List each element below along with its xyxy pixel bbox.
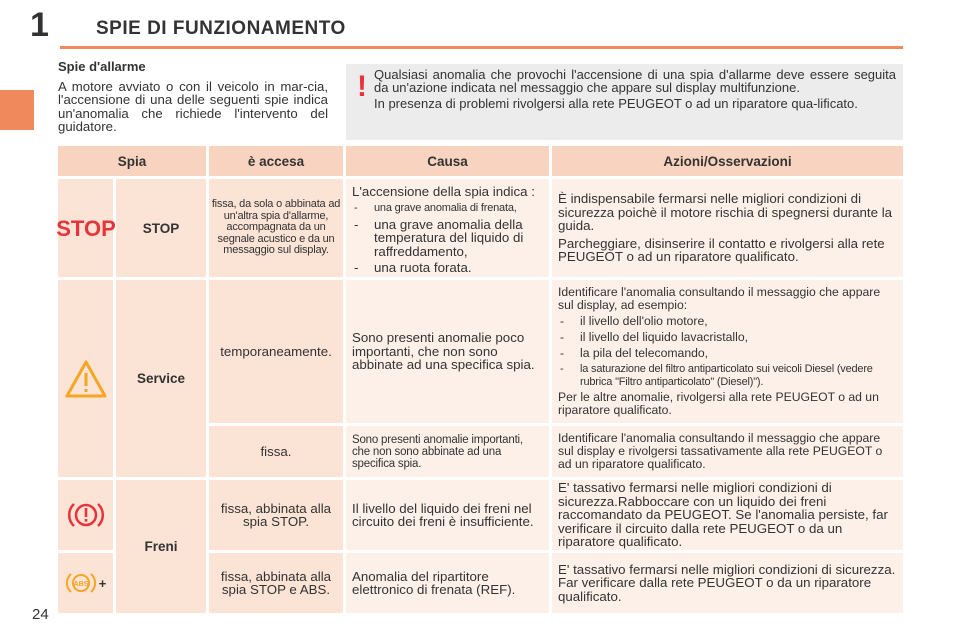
warning-text-2: In presenza di problemi rivolgersi alla rete PEUGEOT o ad un riparatore qua-lificato. [374, 96, 858, 112]
freni-accesa-1: fissa, abbinata alla spia STOP. [209, 480, 343, 550]
chapter-title: SPIE DI FUNZIONAMENTO [96, 18, 346, 39]
stop-icon [55, 216, 116, 241]
service-accesa-1: temporaneamente. [209, 280, 343, 423]
freni-azioni-2: E' tassativo fermarsi nelle migliori condizioni di sicurezza. Far verificare dalla rete PEUGEOT o da un riparatore qualificato. [552, 553, 903, 613]
stop-causa-intro: L'accensione della spia indica : [352, 184, 535, 199]
list-item: - il livello dell'olio motore, [558, 315, 897, 328]
list-item: - una grave anomalia di frenata, [352, 202, 543, 215]
list-item: - la saturazione del filtro antiparticolato sui veicoli Diesel (vedere rubrica "Filtro antiparticolato" (Diesel)"). [558, 363, 897, 388]
stop-causa [346, 179, 549, 277]
stop-azioni-2: Parcheggiare, disinserire il contatto e rivolgersi alla rete PEUGEOT o ad un riparatore qualificato. [558, 235, 885, 265]
service-azioni-1 [552, 280, 903, 423]
intro-section [58, 60, 328, 134]
warning-text-1: Qualsiasi anomalia che provochi l'accensione di una spia d'allarme deve essere seguita da un'azione indicata nel messaggio che appare sul display multifunzione. [374, 67, 896, 96]
freni-azioni-1: E' tassativo fermarsi nelle migliori condizioni di sicurezza.Rabboccare con un liquido dei freni raccomandato da PEUGEOT. Se l'anomalia persiste, far verificare il circuito dalla rete PEUGEOT o da un riparatore qualificato. [552, 480, 903, 550]
stop-name: STOP [116, 179, 206, 277]
stop-azioni-1: È indispensabile fermarsi nelle migliori condizioni di sicurezza poichè il motore rischia di spegnersi durante la guida. [558, 191, 893, 234]
brake-warning-icon [66, 499, 106, 531]
warning-box [346, 64, 903, 140]
col-header-spia: Spia [58, 146, 206, 176]
service-icon-cell [58, 280, 113, 477]
stop-icon-cell [55, 179, 116, 277]
freni-name: Freni [116, 480, 206, 613]
intro-text: A motore avviato o con il veicolo in mar-cia, l'accensione di una delle seguenti spie indica un'anomalia che richiede l'intervento del guidatore. [58, 78, 328, 134]
stop-azioni [552, 179, 903, 277]
svg-text:ABS: ABS [73, 581, 89, 588]
abs-icon-cell [58, 553, 113, 613]
service-azioni-outro: Per le altre anomalie, rivolgersi alla rete PEUGEOT o ad un riparatore qualificato. [558, 390, 879, 417]
header-divider [60, 46, 903, 49]
plus-sign: + [98, 575, 107, 591]
chapter-tab [0, 90, 34, 130]
page-number: 24 [32, 606, 49, 623]
freni-causa-2: Anomalia del ripartitore elettronico di frenata (REF). [346, 553, 549, 613]
service-name: Service [116, 280, 206, 477]
service-azioni-intro: Identificare l'anomalia consultando il messaggio che appare sul display, ad esempio: [558, 285, 881, 312]
page-header [0, 0, 960, 48]
stop-accesa: fissa, da sola o abbinata ad un'altra spia d'allarme, accompagnata da un segnale acustico e da un messaggio sul display. [209, 179, 343, 277]
service-causa-2: Sono presenti anomalie importanti, che non sono abbinate ad una specifica spia. [346, 426, 549, 477]
intro-heading: Spie d'allarme [58, 59, 146, 74]
service-azioni-2: Identificare l'anomalia consultando il messaggio che appare sul display e rivolgersi tassativamente alla rete PEUGEOT o ad un riparatore qualificato. [552, 426, 903, 477]
freni-causa-1: Il livello del liquido dei freni nel circuito dei freni è insufficiente. [346, 480, 549, 550]
chapter-number: 1 [30, 6, 49, 44]
list-item: - il livello del liquido lavacristallo, [558, 331, 897, 344]
brake-icon-cell [58, 480, 113, 550]
svg-text:STOP: STOP [55, 216, 116, 241]
freni-accesa-2: fissa, abbinata alla spia STOP e ABS. [209, 553, 343, 613]
list-item: - una grave anomalia della temperatura del liquido di raffreddamento, [352, 218, 543, 259]
service-causa-1: Sono presenti anomalie poco importanti, che non sono abbinate ad una specifica spia. [346, 280, 549, 423]
col-header-accesa: è accesa [209, 146, 343, 176]
abs-icon [65, 570, 97, 596]
col-header-causa: Causa [346, 146, 549, 176]
warning-triangle-icon [64, 359, 108, 399]
service-accesa-2: fissa. [209, 426, 343, 477]
exclamation-icon: ! [357, 70, 367, 103]
list-item: - la pila del telecomando, [558, 347, 897, 360]
col-header-azioni: Azioni/Osservazioni [552, 146, 903, 176]
list-item: - una ruota forata. [352, 261, 543, 275]
